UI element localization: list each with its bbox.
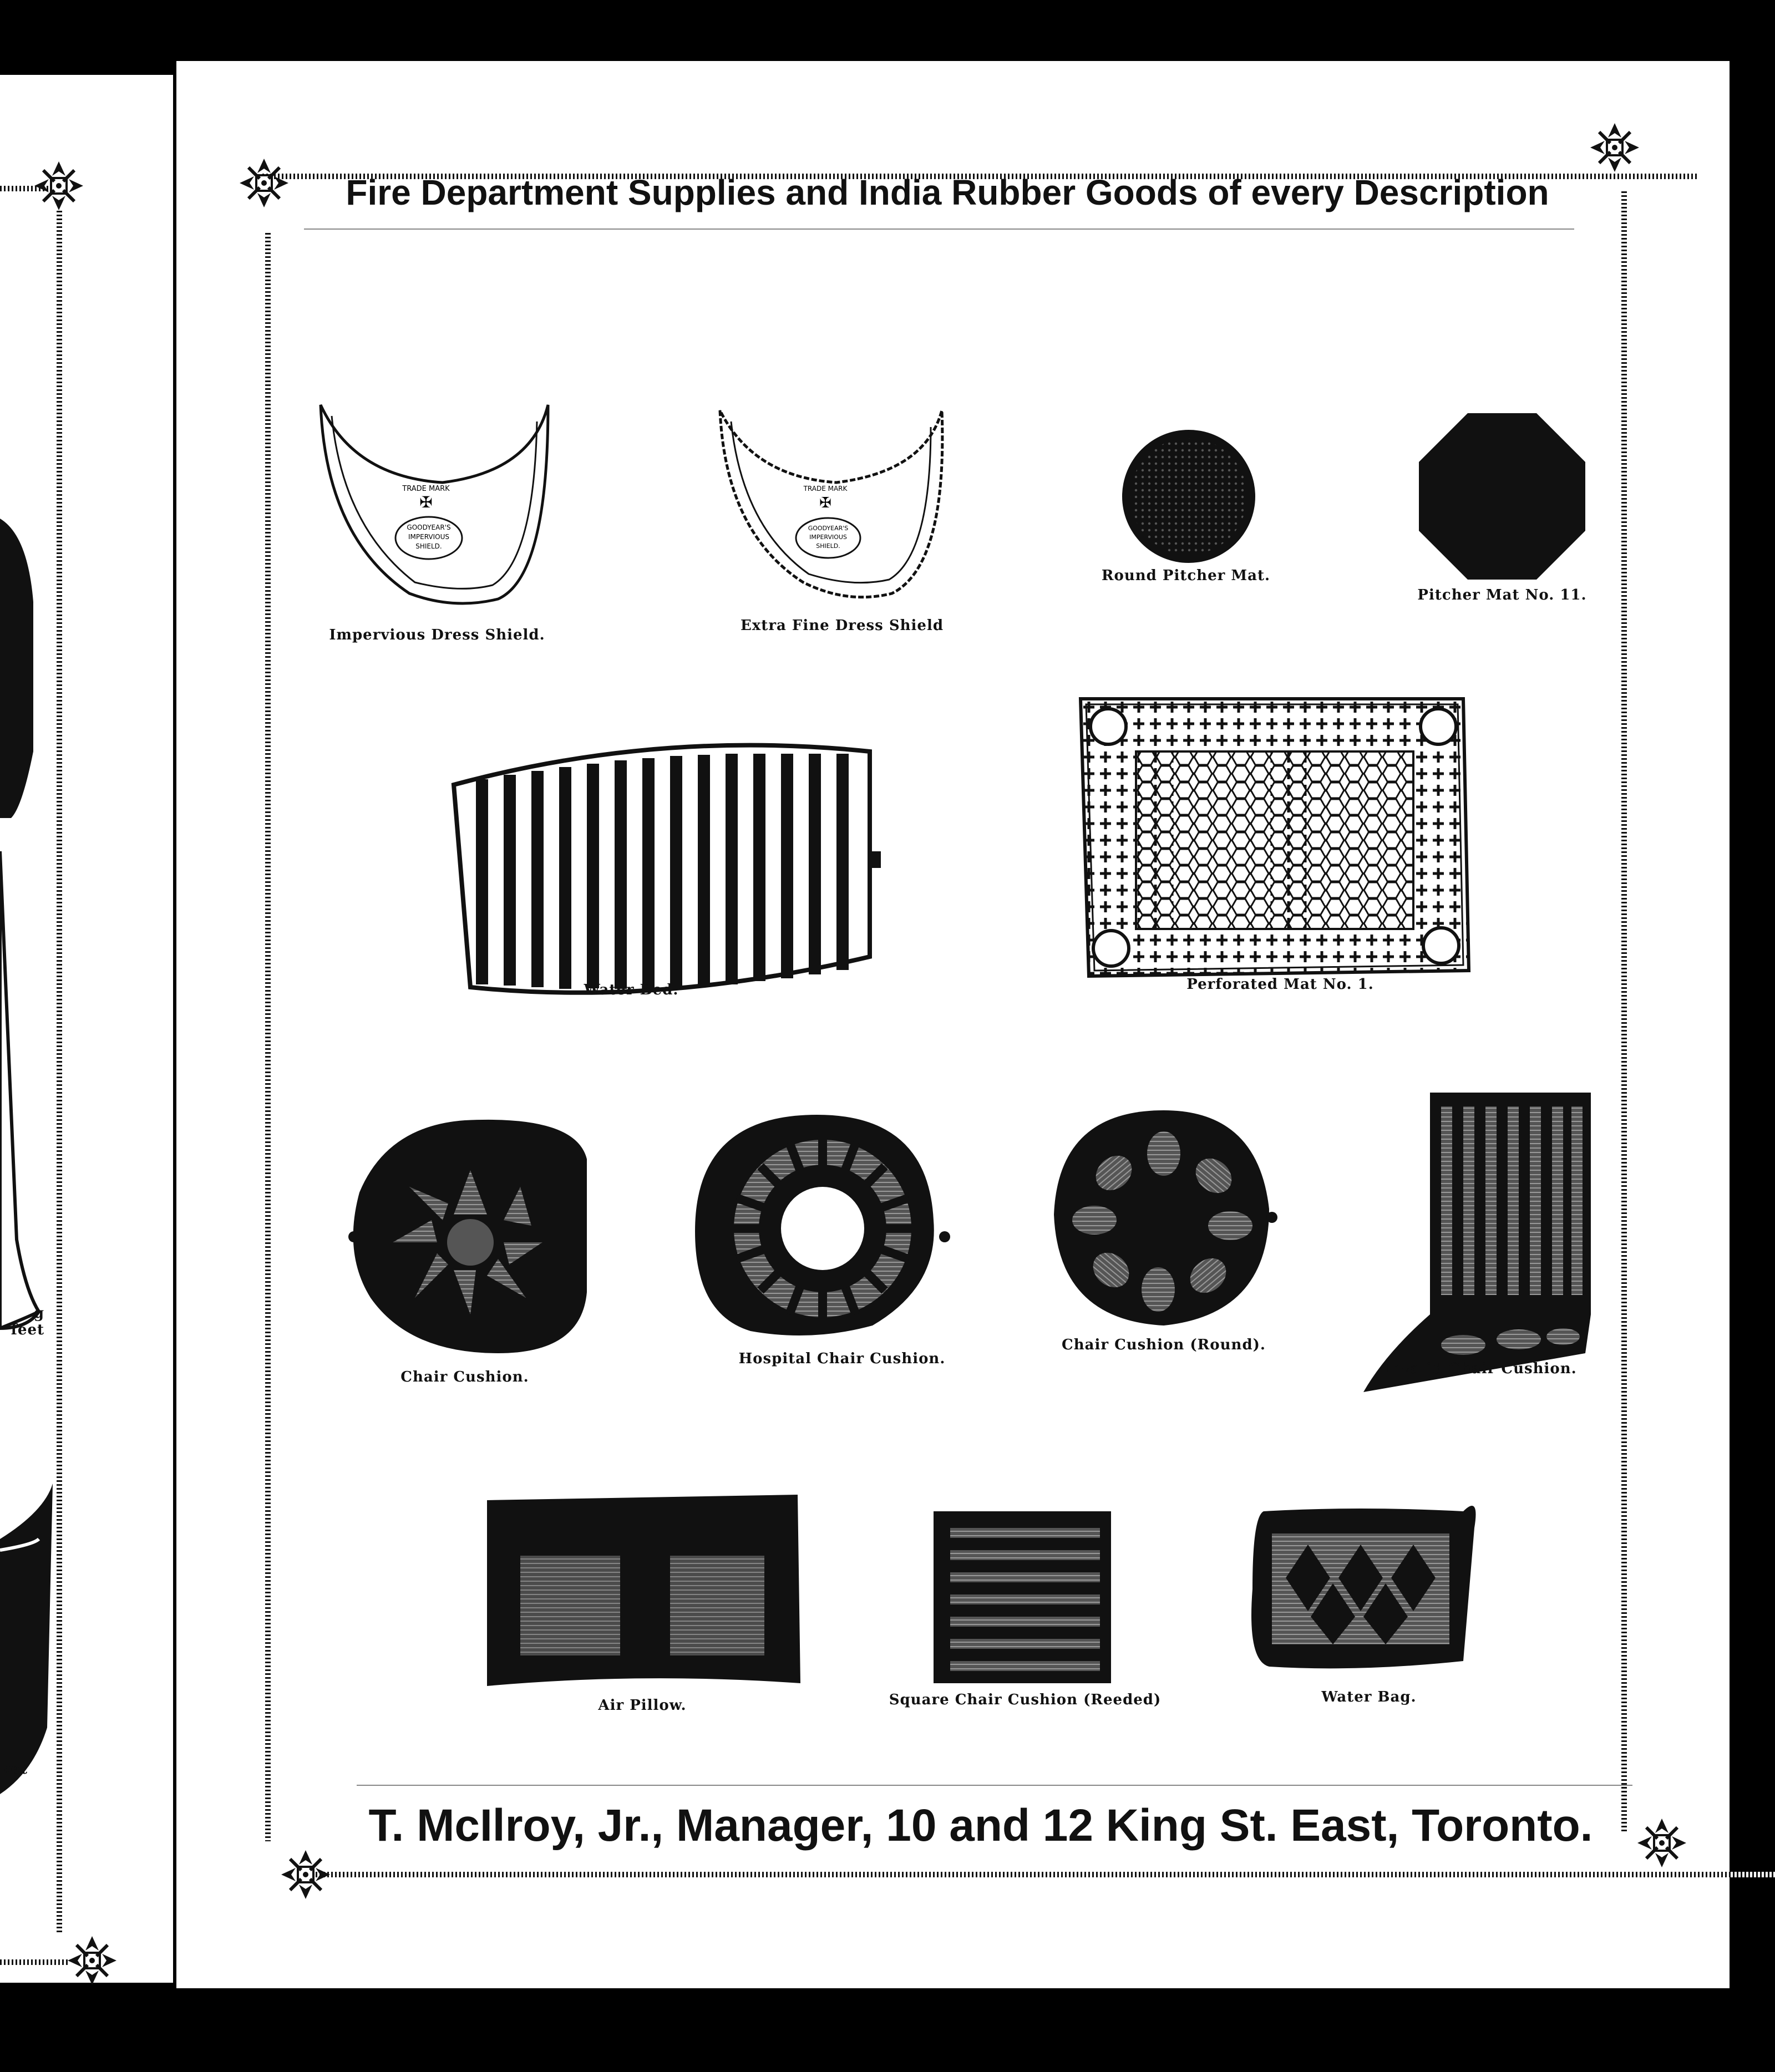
left-page-fragment <box>0 75 173 1983</box>
product-label: Round Pitcher Mat. <box>1101 567 1271 584</box>
product-label: Air Pillow. <box>598 1697 687 1714</box>
svg-text:IMPERVIOUS: IMPERVIOUS <box>408 533 449 541</box>
svg-text:SHIELD.: SHIELD. <box>415 542 442 550</box>
product-label: Water Bed. <box>584 982 679 998</box>
page-header: Fire Department Supplies and India Rubber Goods of every Description <box>346 172 1549 212</box>
border-right <box>1621 191 1627 1833</box>
svg-text:✠: ✠ <box>419 493 433 511</box>
left-fragment-caption: g feet <box>11 1305 44 1338</box>
border-right-left-page <box>57 211 62 1933</box>
product-label: Chair Cushion. <box>400 1369 529 1385</box>
product-label: Perforated Mat No. 1. <box>1186 976 1374 993</box>
product-label: Hospital Chair Cushion. <box>738 1350 946 1367</box>
product-label: Square Chair Cushion (Reeded) <box>889 1692 1162 1708</box>
catalog-page <box>176 61 1730 1988</box>
svg-text:TRADE MARK: TRADE MARK <box>402 485 450 493</box>
reeded-cushion-icon <box>934 1511 1111 1683</box>
invalid-cushion-icon <box>1363 1093 1596 1398</box>
corner-ornament-icon <box>65 1934 119 1987</box>
svg-text:SHIELD.: SHIELD. <box>816 542 840 550</box>
svg-text:✠: ✠ <box>819 495 831 511</box>
product-label: Extra Fine Dress Shield <box>740 617 944 634</box>
svg-text:TRADE MARK: TRADE MARK <box>803 485 848 492</box>
svg-text:IMPERVIOUS: IMPERVIOUS <box>809 534 847 541</box>
corner-ornament-icon <box>1588 121 1641 174</box>
svg-text:GOODYEAR'S: GOODYEAR'S <box>808 525 849 532</box>
product-label: Chair Cushion (Round). <box>1062 1337 1266 1353</box>
page-footer: T. McIlroy, Jr., Manager, 10 and 12 King St. East, Toronto. <box>368 1800 1593 1851</box>
water-bag-icon <box>1247 1495 1480 1683</box>
round-mat-icon <box>1119 427 1258 566</box>
basket-illustration <box>0 1461 55 1805</box>
air-pillow-icon <box>487 1495 798 1689</box>
chair-cushion-icon <box>337 1109 598 1359</box>
dress-shield-icon <box>709 399 958 610</box>
corner-ornament-icon <box>32 159 85 212</box>
product-label: Water Bag. <box>1321 1689 1417 1705</box>
border-bottom <box>304 1872 1775 1877</box>
product-label: Pitcher Mat No. 11. <box>1417 587 1587 603</box>
dress-shield-icon <box>310 394 559 616</box>
octagon-mat-icon <box>1419 413 1585 580</box>
border-bottom-left-page <box>0 1959 69 1965</box>
product-label: Invalid Chair Cushion. <box>1383 1360 1577 1377</box>
border-left <box>265 233 271 1841</box>
header-rule <box>304 228 1574 230</box>
product-label: Impervious Dress Shield. <box>329 627 545 643</box>
round-cushion-icon <box>1047 1104 1280 1331</box>
water-bed-icon <box>448 740 881 996</box>
perforated-mat-icon <box>1081 699 1469 976</box>
corner-ornament-icon <box>279 1848 332 1901</box>
footer-rule <box>357 1785 1632 1786</box>
left-fragment-caption: ket <box>0 1761 28 1778</box>
svg-text:GOODYEAR'S: GOODYEAR'S <box>407 524 451 531</box>
hospital-cushion-icon <box>689 1109 956 1337</box>
boot-illustration <box>0 463 44 1406</box>
